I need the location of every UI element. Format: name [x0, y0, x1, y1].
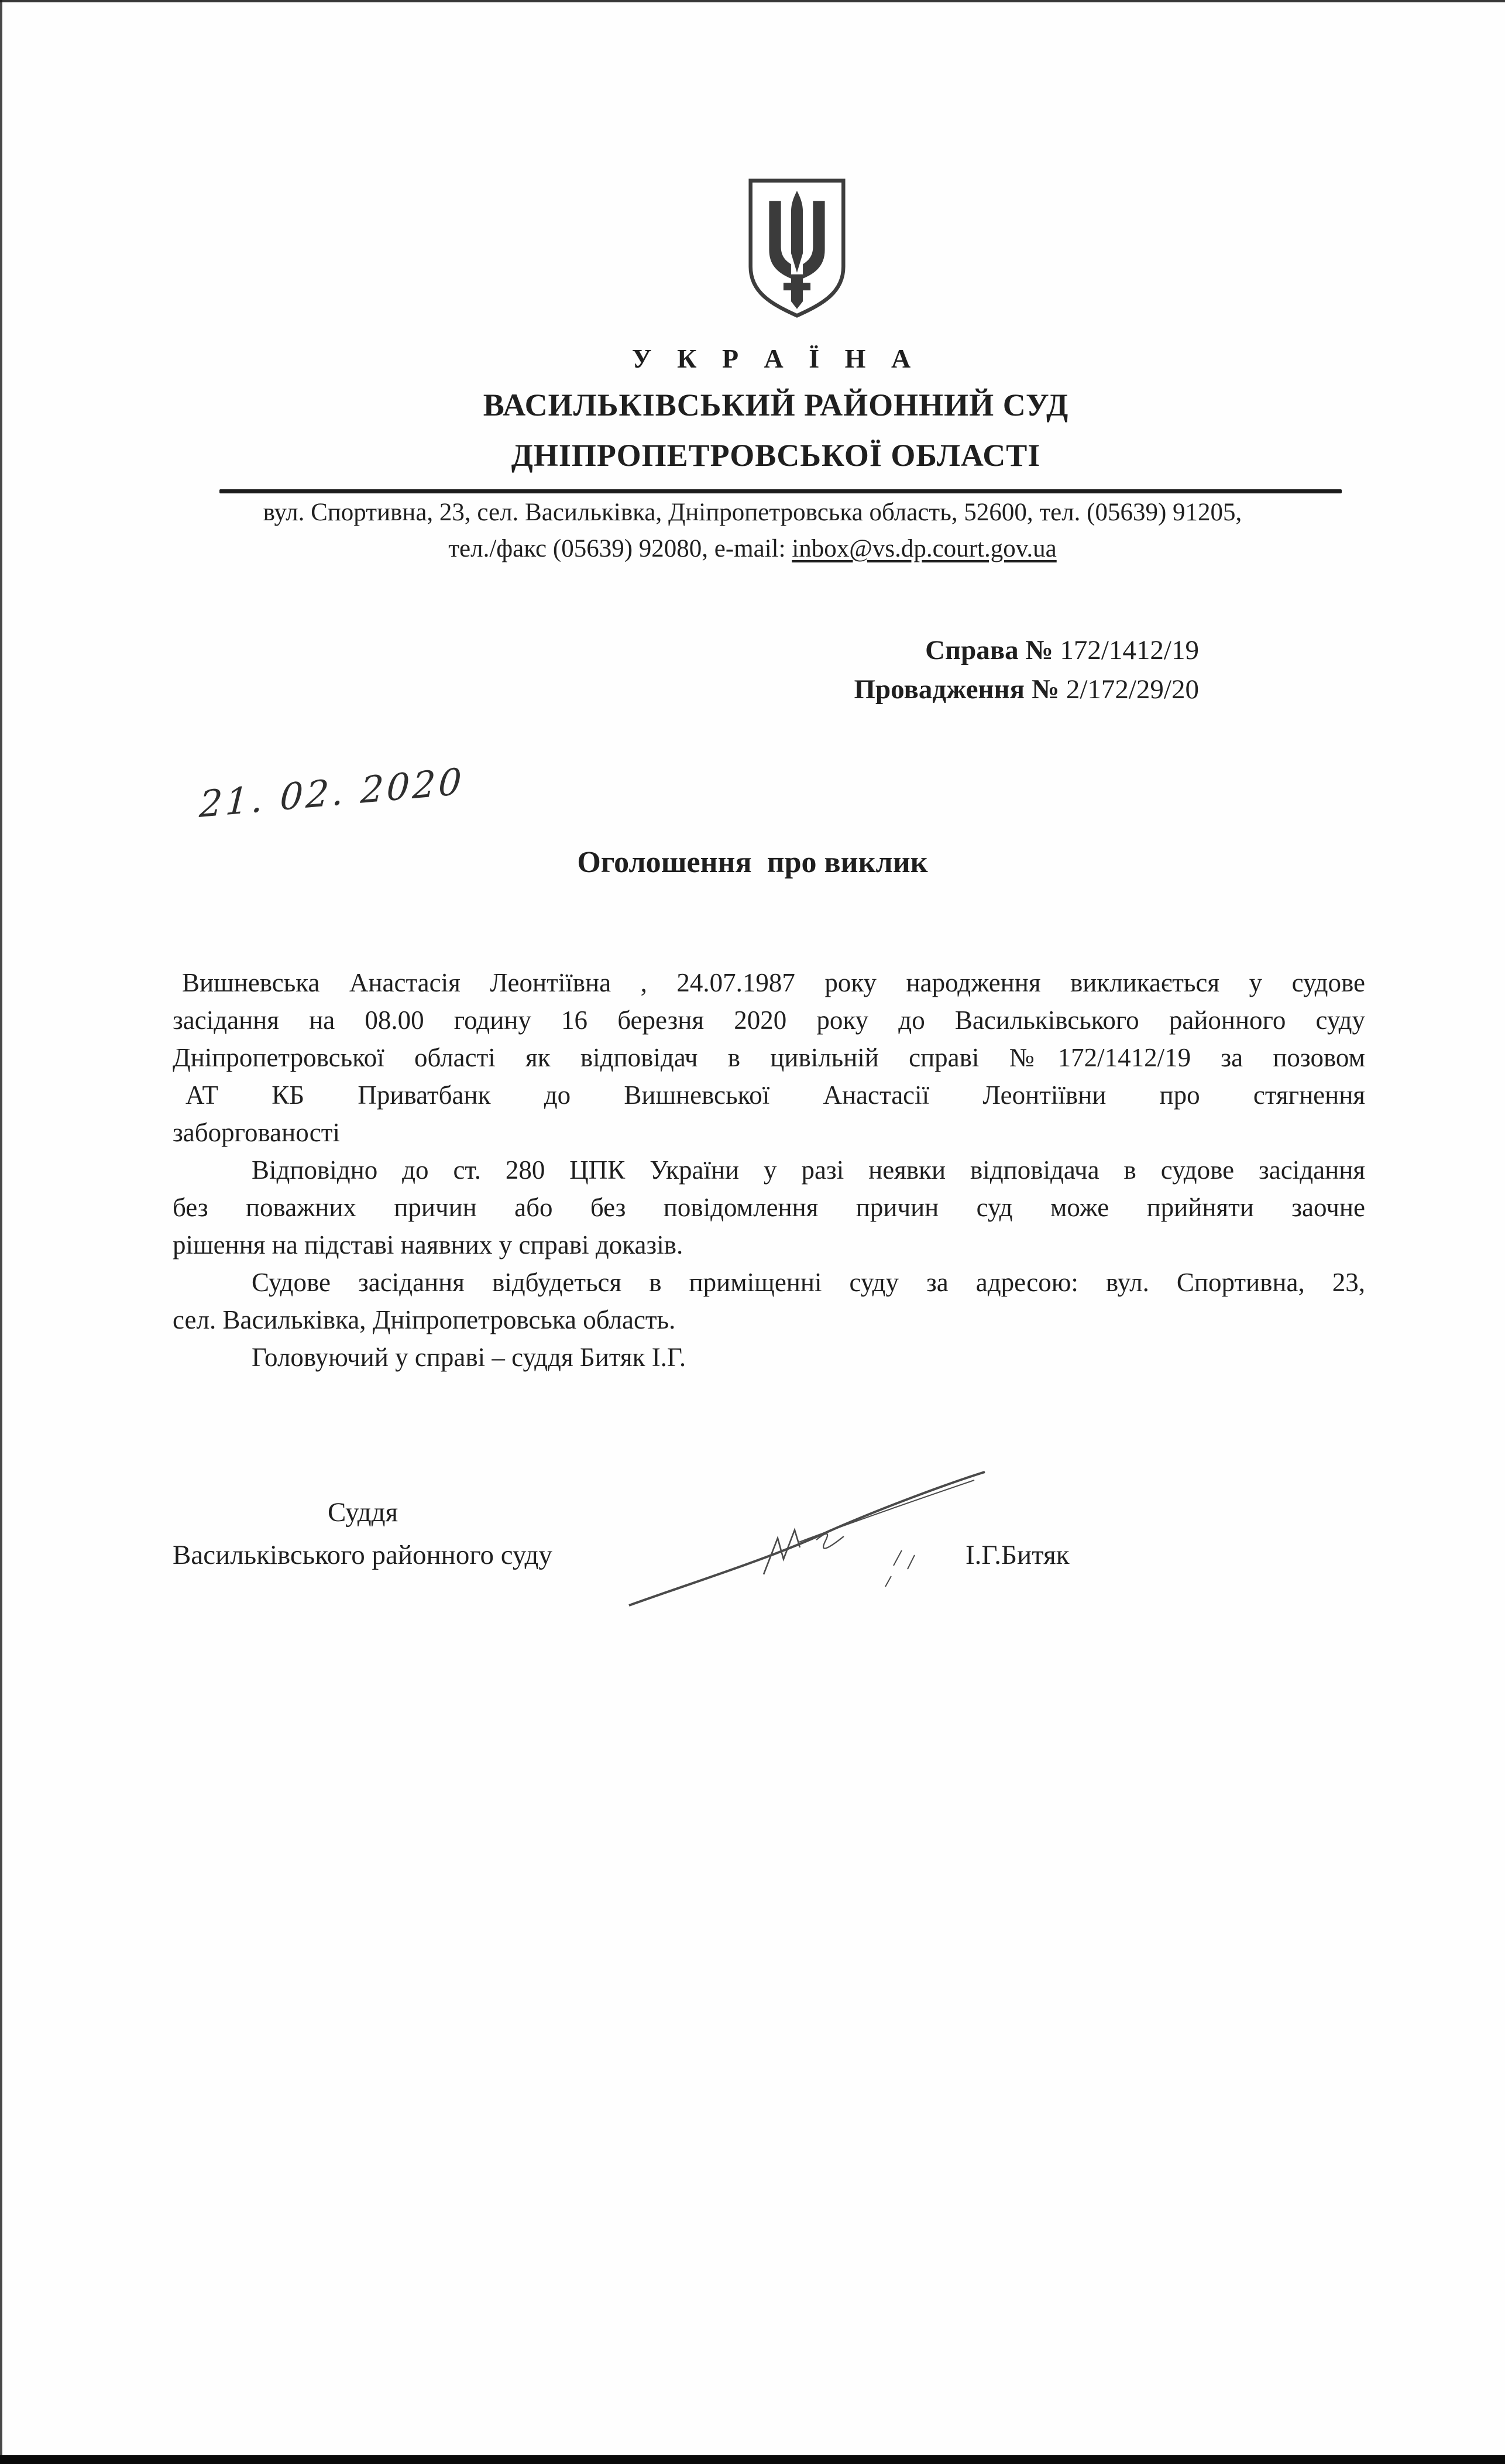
ukraine-trident-emblem-icon: [745, 176, 849, 321]
body-line: Головуючий у справі – суддя Битяк І.Г.: [252, 1343, 686, 1372]
scan-edge-bottom: [0, 2455, 1505, 2464]
proceedings-number-line: [854, 670, 1199, 709]
country-name: У К Р А Ї Н А: [631, 344, 920, 373]
phone-fax-text: тел./факс (05639) 92080, e-mail:: [448, 535, 792, 562]
body-line: засідання на 08.00 годину 16 березня 2020 року до Васильківського районного суду: [173, 1005, 1365, 1035]
court-address-line: вул. Спортивна, 23, сел. Васильківка, Дніпропетровська область, 52600, тел. (05639) 91205,: [263, 499, 1242, 526]
paragraph-summons: [173, 964, 1365, 1151]
paragraph-hearing-location: [173, 1264, 1365, 1339]
case-reference-block: [854, 631, 1199, 709]
handwritten-date: 21. 02. 2020: [198, 759, 466, 826]
scan-edge-top: [0, 0, 1505, 2]
judge-name: І.Г.Битяк: [965, 1540, 1070, 1570]
signature-role-line1: Суддя: [328, 1497, 398, 1528]
body-line: Відповідно до ст. 280 ЦПК України у разі неявки відповідача в судове засідання: [252, 1155, 1365, 1185]
court-contact-info: [0, 495, 1505, 567]
paragraph-presiding-judge: [173, 1339, 1365, 1376]
scan-edge-left: [0, 0, 2, 2464]
paragraph-legal-basis: [173, 1151, 1365, 1264]
case-number-label: Справа №: [925, 635, 1060, 665]
court-name: ВАСИЛЬКІВСЬКИЙ РАЙОННИЙ СУД: [483, 387, 1069, 423]
court-phone-email-line: [0, 531, 1505, 567]
body-line: Дніпропетровської області як відповідач в цивільній справі №172/1412/19 за позовом: [173, 1043, 1365, 1072]
body-line: заборгованості: [173, 1118, 340, 1147]
letterhead: [23, 342, 1505, 475]
signature-role-line2: Васильківського районного суду: [173, 1540, 552, 1570]
proceedings-number-value: 2/172/29/20: [1066, 674, 1199, 705]
body-line: Судове засідання відбудеться в приміщенні суду за адресою: вул. Спортивна, 23,: [252, 1268, 1365, 1297]
body-line: сел. Васильківка, Дніпропетровська область.: [173, 1305, 676, 1334]
body-line: Вишневська Анастасія Леонтіївна , 24.07.1987 року народження викликається у судове: [182, 968, 1365, 997]
document-body: [173, 964, 1365, 1376]
court-email: inbox@vs.dp.court.gov.ua: [792, 535, 1057, 562]
body-line: без поважних причин або без повідомлення причин суд може прийняти заочне: [173, 1193, 1365, 1222]
body-line: рішення на підставі наявних у справі доказів.: [173, 1230, 683, 1260]
proceedings-number-label: Провадження №: [854, 674, 1066, 705]
judge-signature-icon: [623, 1466, 992, 1612]
case-number-line: [854, 631, 1199, 670]
letterhead-divider: [219, 489, 1342, 493]
court-region: ДНІПРОПЕТРОВСЬКОЇ ОБЛАСТІ: [511, 438, 1041, 473]
document-title: Оголошення про виклик: [577, 846, 928, 879]
case-number-value: 172/1412/19: [1060, 635, 1199, 665]
body-line: АТ КБ Приватбанк до Вишневської Анастасії Леонтіївни про стягнення: [185, 1080, 1365, 1110]
